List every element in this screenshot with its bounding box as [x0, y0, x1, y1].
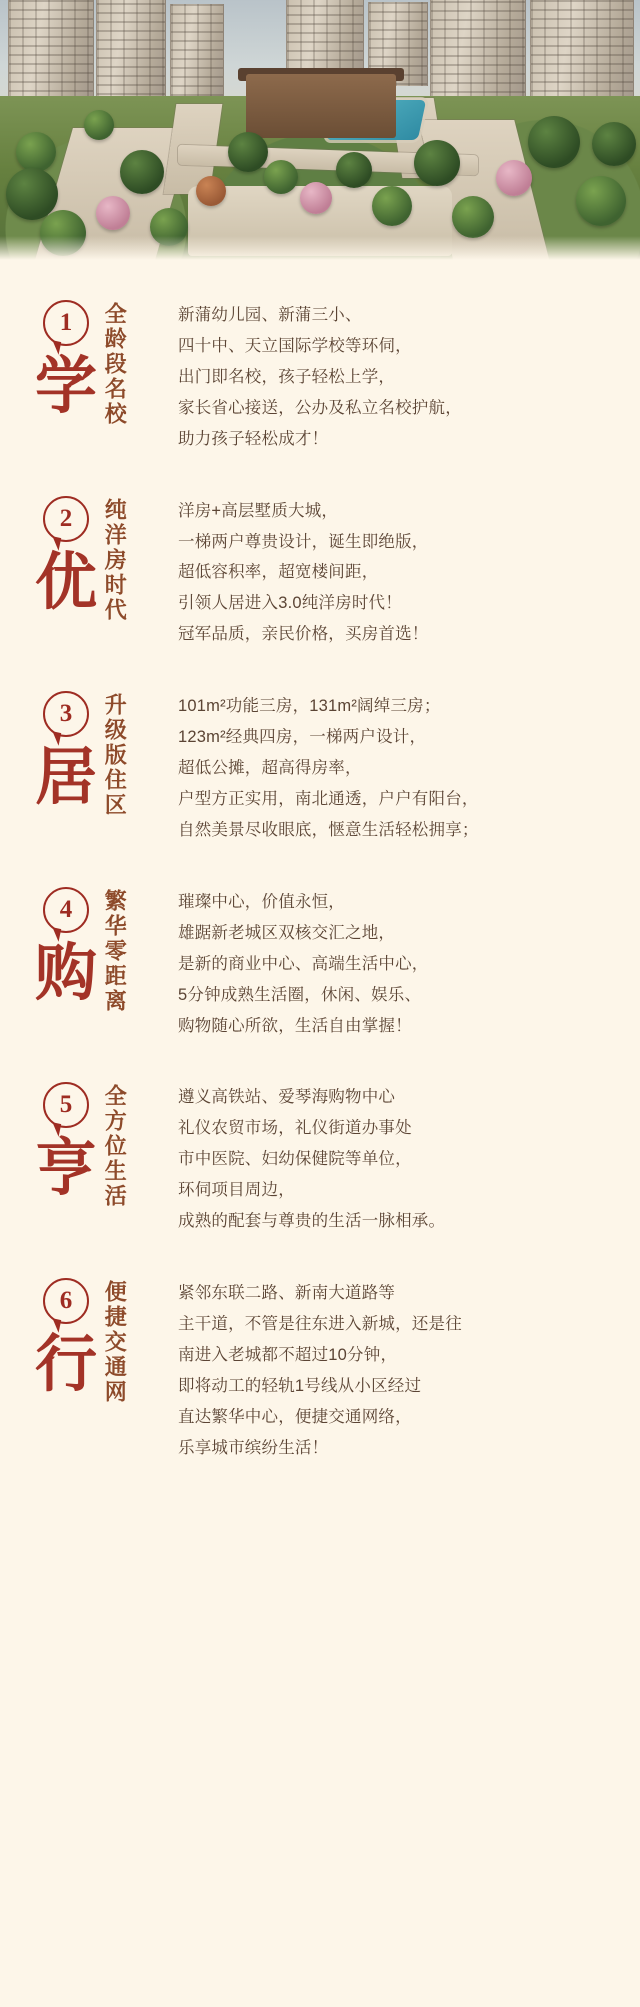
description-block [174, 1276, 614, 1461]
description-line: 洋房+高层墅质大城， [178, 501, 339, 520]
description-line: 5分钟成熟生活圈，休闲、娱乐、 [178, 985, 422, 1004]
tree [528, 116, 580, 168]
description-line: 新蒲幼儿园、新蒲三小、 [178, 306, 362, 324]
list-item [0, 1276, 640, 1461]
list-item [0, 298, 640, 452]
building-tower [170, 4, 224, 100]
vertical-title-column [102, 689, 174, 818]
vertical-title: 繁华零距离 [102, 888, 128, 1014]
description-block [174, 298, 614, 452]
list-item [0, 885, 640, 1039]
vertical-title-column [102, 298, 174, 427]
description-line: 四十中、天立国际学校等环伺， [178, 336, 412, 355]
big-character: 行 [34, 1331, 97, 1400]
tree [84, 110, 114, 140]
description-line: 出门即名校，孩子轻松上学， [178, 367, 396, 386]
description-line: 主干道，不管是往东进入新城，还是往 [178, 1314, 462, 1333]
tree [592, 122, 636, 166]
tree [496, 160, 532, 196]
big-character: 亨 [34, 1135, 97, 1204]
badge-column [30, 689, 102, 813]
description-line: 超低容积率，超宽楼间距， [178, 563, 379, 582]
description-line: 户型方正实用，南北通透，户户有阳台， [178, 789, 479, 808]
number-badge: 2 [43, 496, 89, 542]
description-line: 璀璨中心，价值永恒， [178, 892, 345, 911]
description-line: 是新的商业中心、高端生活中心， [178, 954, 429, 973]
vertical-title-column [102, 1276, 174, 1405]
number-badge: 1 [43, 300, 89, 346]
description-block [174, 1080, 614, 1234]
description-line: 家长省心接送，公办及私立名校护航， [178, 398, 462, 417]
tree [228, 132, 268, 172]
tree [196, 176, 226, 206]
vertical-title: 升级版住区 [102, 693, 128, 819]
badge-column [30, 298, 102, 421]
vertical-title: 全方位生活 [102, 1084, 128, 1210]
clubhouse [246, 74, 396, 138]
badge-column [30, 885, 102, 1008]
description-line: 乐享城市缤纷生活！ [178, 1438, 329, 1457]
number-badge: 3 [43, 691, 89, 737]
hero-image [0, 0, 640, 262]
description-line: 超低公摊，超高得房率， [178, 759, 362, 778]
list-item [0, 494, 640, 648]
badge-column [30, 1080, 102, 1204]
tree [96, 196, 130, 230]
number-badge: 5 [43, 1082, 89, 1128]
description-line: 101m²功能三房，131m²阔绰三房； [178, 697, 441, 716]
badge-column [30, 494, 102, 617]
tree [576, 176, 626, 226]
description-line: 助力孩子轻松成才！ [178, 429, 329, 448]
vertical-title: 全龄段名校 [102, 302, 128, 427]
description-line: 即将动工的轻轨1号线从小区经过 [178, 1376, 422, 1395]
description-line: 紧邻东联二路、新南大道路等 [178, 1284, 396, 1303]
building-tower [8, 0, 94, 104]
description-line: 成熟的配套与尊贵的生活一脉相承。 [178, 1212, 446, 1231]
description-line: 购物随心所欲，生活自由掌握！ [178, 1016, 412, 1035]
tree [452, 196, 494, 238]
selling-points-list [0, 262, 640, 1501]
tree [300, 182, 332, 214]
tree [336, 152, 372, 188]
number-badge: 6 [43, 1278, 89, 1324]
vertical-title: 便捷交通网 [102, 1280, 128, 1406]
tree [120, 150, 164, 194]
hero-fade [0, 236, 640, 262]
tree [6, 168, 58, 220]
description-line: 引领人居进入3.0纯洋房时代！ [178, 594, 402, 613]
description-line: 南进入老城都不超过10分钟， [178, 1345, 398, 1364]
description-line: 礼仪农贸市场，礼仪街道办事处 [178, 1119, 412, 1138]
building-tower [430, 0, 526, 110]
description-line: 一梯两户尊贵设计，诞生即绝版， [178, 532, 429, 551]
description-line: 遵义高铁站、爱琴海购物中心 [178, 1088, 396, 1107]
description-block [174, 494, 614, 648]
big-character: 居 [34, 744, 97, 813]
description-block [174, 689, 614, 843]
description-line: 雄踞新老城区双核交汇之地， [178, 923, 396, 942]
tree [414, 140, 460, 186]
list-item [0, 689, 640, 843]
tree [264, 160, 298, 194]
description-line: 123m²经典四房，一梯两户设计， [178, 728, 427, 747]
description-line: 冠军品质，亲民价格，买房首选！ [178, 625, 429, 644]
list-item [0, 1080, 640, 1234]
big-character: 优 [34, 548, 97, 617]
big-character: 学 [34, 353, 97, 421]
vertical-title-column [102, 1080, 174, 1209]
vertical-title: 纯洋房时代 [102, 497, 128, 623]
description-line: 环伺项目周边， [178, 1181, 295, 1200]
description-block [174, 885, 614, 1039]
vertical-title-column [102, 494, 174, 623]
badge-column [30, 1276, 102, 1400]
description-line: 市中医院、妇幼保健院等单位， [178, 1150, 412, 1169]
description-line: 自然美景尽收眼底，惬意生活轻松拥享； [178, 820, 479, 839]
number-badge: 4 [43, 887, 89, 933]
big-character: 购 [34, 939, 97, 1008]
vertical-title-column [102, 885, 174, 1014]
description-line: 直达繁华中心，便捷交通网络， [178, 1407, 412, 1426]
tree [16, 132, 56, 172]
tree [372, 186, 412, 226]
